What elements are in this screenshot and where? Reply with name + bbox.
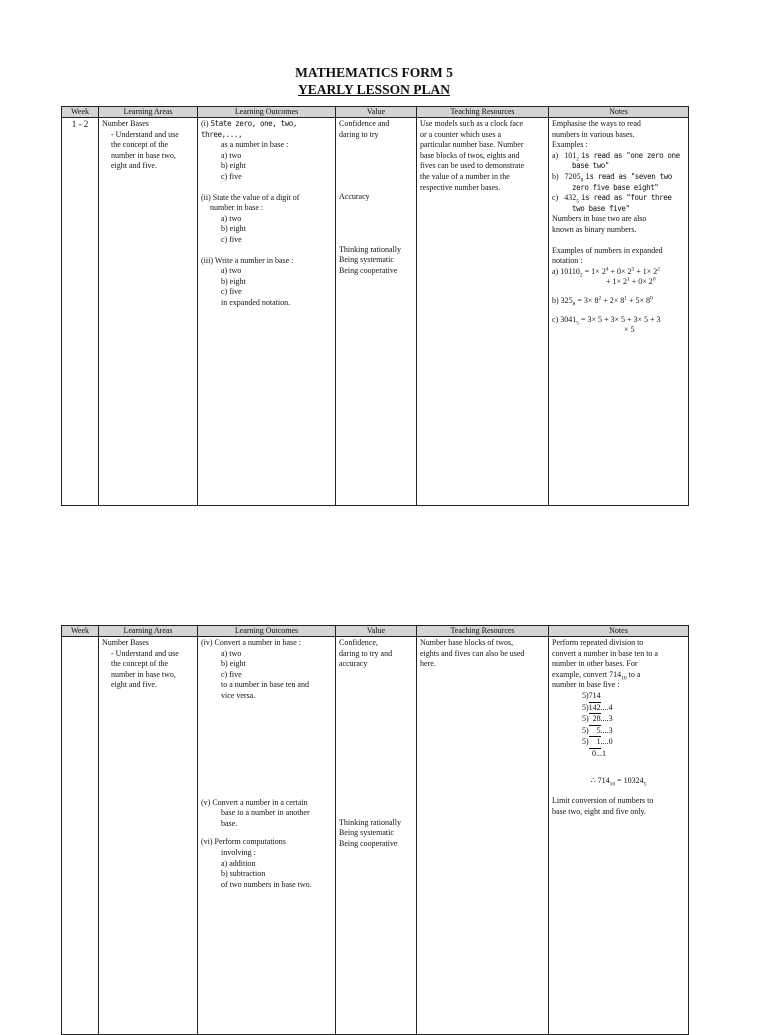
notes-line: numbers in various bases.	[552, 129, 635, 139]
outcome-item: c) five	[221, 287, 242, 297]
outcome-line: (v) Convert a number in a certain	[201, 797, 308, 807]
value-line: Being cooperative	[339, 265, 398, 275]
division-row: 5) 5....3	[582, 726, 685, 738]
table-row	[62, 637, 689, 1035]
repeated-division	[552, 691, 685, 760]
outcome-line: (iv) Convert a number in base :	[201, 638, 301, 647]
area-line: the concept of the	[111, 659, 169, 669]
notes-line: known as binary numbers.	[552, 224, 637, 234]
reading-example-a: a) $101_2$ is read as "one zero one base two"	[552, 150, 680, 171]
table-header-row	[62, 626, 689, 637]
division-row: 0...1	[592, 748, 606, 758]
outcome-line: number in base :	[210, 203, 264, 213]
notes-line: Examples :	[552, 140, 588, 150]
document-header	[0, 64, 748, 98]
outcome-line: in expanded notation.	[221, 297, 291, 307]
document-title: MATHEMATICS FORM 5	[295, 65, 453, 80]
notes-line: Emphasise the ways to read	[552, 119, 641, 128]
area-line: - Understand and use	[111, 129, 179, 139]
outcome-iii	[201, 256, 332, 309]
area-line: - Understand and use	[111, 648, 179, 658]
area-line: number in base two,	[111, 150, 176, 160]
area-line: number in base two,	[111, 669, 176, 679]
column-header-week: Week	[62, 107, 99, 118]
column-header-value: Value	[336, 626, 417, 637]
resource-line: Number base blocks of twos,	[420, 638, 514, 647]
area-title: Number Bases	[102, 638, 149, 647]
value-cell	[336, 118, 417, 506]
outcome-line: to a number in base ten and	[221, 680, 309, 690]
outcome-item: a) addition	[221, 858, 256, 868]
outcome-line: base to a number in another	[221, 808, 310, 818]
teaching-resources-cell	[417, 118, 549, 506]
area-line: eight and five.	[111, 161, 157, 171]
outcome-v	[201, 798, 332, 830]
outcome-item: b) eight	[221, 224, 246, 234]
week-cell	[62, 637, 99, 1035]
outcome-item: b) eight	[221, 659, 246, 669]
expanded-example-c: c) $3041_5 = 3\times 5 + 3\times 5 + 3\times 5 + 3$ × 5	[552, 314, 661, 335]
outcome-line: involving :	[221, 847, 256, 857]
value-line: Being systematic	[339, 255, 394, 265]
column-header-notes: Notes	[549, 626, 689, 637]
resource-line: base blocks of twos, eights and	[420, 150, 520, 160]
column-header-value: Value	[336, 107, 417, 118]
reading-example-c: c) $432_5$ is read as "four three two base five"	[552, 193, 672, 213]
outcome-item: a) two	[221, 150, 242, 160]
value-line: daring to try	[339, 129, 379, 139]
value-line: daring to try and	[339, 648, 393, 658]
value-line: Being cooperative	[339, 838, 398, 848]
notes-line: convert a number in base ten to a	[552, 648, 658, 658]
resource-line: the value of a number in the	[420, 171, 510, 181]
resource-line: Use models such as a clock face	[420, 119, 524, 128]
notes-line: number in base five :	[552, 680, 620, 690]
notes-line: Examples of numbers in expanded	[552, 245, 663, 255]
notes-cell	[549, 637, 689, 1035]
division-row: 5)142....4	[582, 703, 685, 715]
outcome-item: a) two	[221, 266, 242, 276]
notes-cell	[549, 118, 689, 506]
resource-line: here.	[420, 659, 436, 669]
outcome-item: b) eight	[221, 276, 246, 286]
outcome-item: b) eight	[221, 161, 246, 171]
outcome-handwritten-text: State zero, one, two, three,...,	[201, 119, 297, 139]
notes-line: base two, eight and five only.	[552, 806, 646, 816]
learning-outcomes-cell	[198, 637, 336, 1035]
division-row: 5)714	[582, 691, 685, 703]
column-header-learning-outcomes: Learning Outcomes	[198, 107, 336, 118]
outcome-line: (vi) Perform computations	[201, 837, 286, 847]
column-header-teaching-resources: Teaching Resources	[417, 107, 549, 118]
outcome-vi	[201, 837, 332, 890]
resource-line: or a counter which uses a	[420, 129, 502, 139]
resource-line: respective number bases.	[420, 182, 501, 192]
value-line: Thinking rationally	[339, 817, 401, 827]
outcome-item: c) five	[221, 234, 242, 244]
column-header-teaching-resources: Teaching Resources	[417, 626, 549, 637]
value-line: Confidence,	[339, 638, 378, 647]
lesson-plan-table-2	[61, 625, 689, 1035]
notes-line: Limit conversion of numbers to	[552, 796, 654, 806]
resource-line: particular number base. Number	[420, 140, 524, 150]
value-line: accuracy	[339, 659, 368, 669]
value-line: Thinking rationally	[339, 244, 401, 254]
notes-line: notation :	[552, 256, 583, 266]
outcome-line: of two numbers in base two.	[221, 879, 312, 889]
expanded-example-a: a) $10110_2 = 1\times 2^4 + 0\times 2^3 + 1\times 2^2$ + $1\times 2^1 + 0\times 2^0$	[552, 266, 661, 287]
outcome-line: as a number in base :	[221, 140, 289, 150]
value-line: Being systematic	[339, 828, 394, 838]
outcome-item: a) two	[221, 648, 242, 658]
notes-line: example, convert $714_{10}$ to a	[552, 669, 641, 682]
outcome-iv	[201, 638, 332, 702]
learning-areas-cell	[99, 637, 198, 1035]
week-cell: 1 - 2	[62, 118, 99, 506]
outcome-line: (ii) State the value of a digit of	[201, 192, 300, 202]
division-row: 5) 28....3	[582, 714, 685, 726]
value-cell	[336, 637, 417, 1035]
outcome-i	[201, 119, 332, 183]
division-row: 5) 1....0	[582, 737, 685, 749]
outcome-item: b) subtraction	[221, 869, 266, 879]
notes-line: number in other bases. For	[552, 659, 638, 669]
learning-areas-cell	[99, 118, 198, 506]
area-title: Number Bases	[102, 119, 149, 128]
outcome-line: (iii) Write a number in base :	[201, 255, 294, 265]
conversion-result: ∴ $714_{10} = 10324_5$	[590, 775, 647, 788]
value-line: Confidence and	[339, 119, 390, 128]
notes-line: Numbers in base two are also	[552, 214, 647, 224]
resource-line: fives can be used to demonstrate	[420, 161, 525, 171]
outcome-item: c) five	[221, 669, 242, 679]
outcome-number: (i)	[201, 119, 209, 128]
column-header-week: Week	[62, 626, 99, 637]
value-line: Accuracy	[339, 192, 370, 202]
table-header-row	[62, 107, 689, 118]
resource-line: eights and fives can also be used	[420, 648, 525, 658]
lesson-plan-table-1	[61, 106, 689, 506]
outcome-line: base.	[221, 818, 238, 828]
document-subtitle: YEARLY LESSON PLAN	[297, 82, 451, 97]
teaching-resources-cell	[417, 637, 549, 1035]
table-row	[62, 118, 689, 506]
column-header-learning-areas: Learning Areas	[99, 107, 198, 118]
learning-outcomes-cell	[198, 118, 336, 506]
area-line: the concept of the	[111, 140, 169, 150]
column-header-learning-areas: Learning Areas	[99, 626, 198, 637]
expanded-example-b: b) $325_8 = 3\times 8^2 + 2\times 8^1 + 5\times 8^0$	[552, 295, 653, 308]
notes-line: Perform repeated division to	[552, 638, 644, 647]
outcome-line: vice versa.	[221, 690, 256, 700]
column-header-learning-outcomes: Learning Outcomes	[198, 626, 336, 637]
reading-example-b: b) $7205_8$ is read as "seven two zero five base eight"	[552, 171, 672, 192]
outcome-ii	[201, 193, 332, 246]
outcome-item: c) five	[221, 171, 242, 181]
column-header-notes: Notes	[549, 107, 689, 118]
area-line: eight and five.	[111, 680, 157, 690]
outcome-item: a) two	[221, 213, 242, 223]
